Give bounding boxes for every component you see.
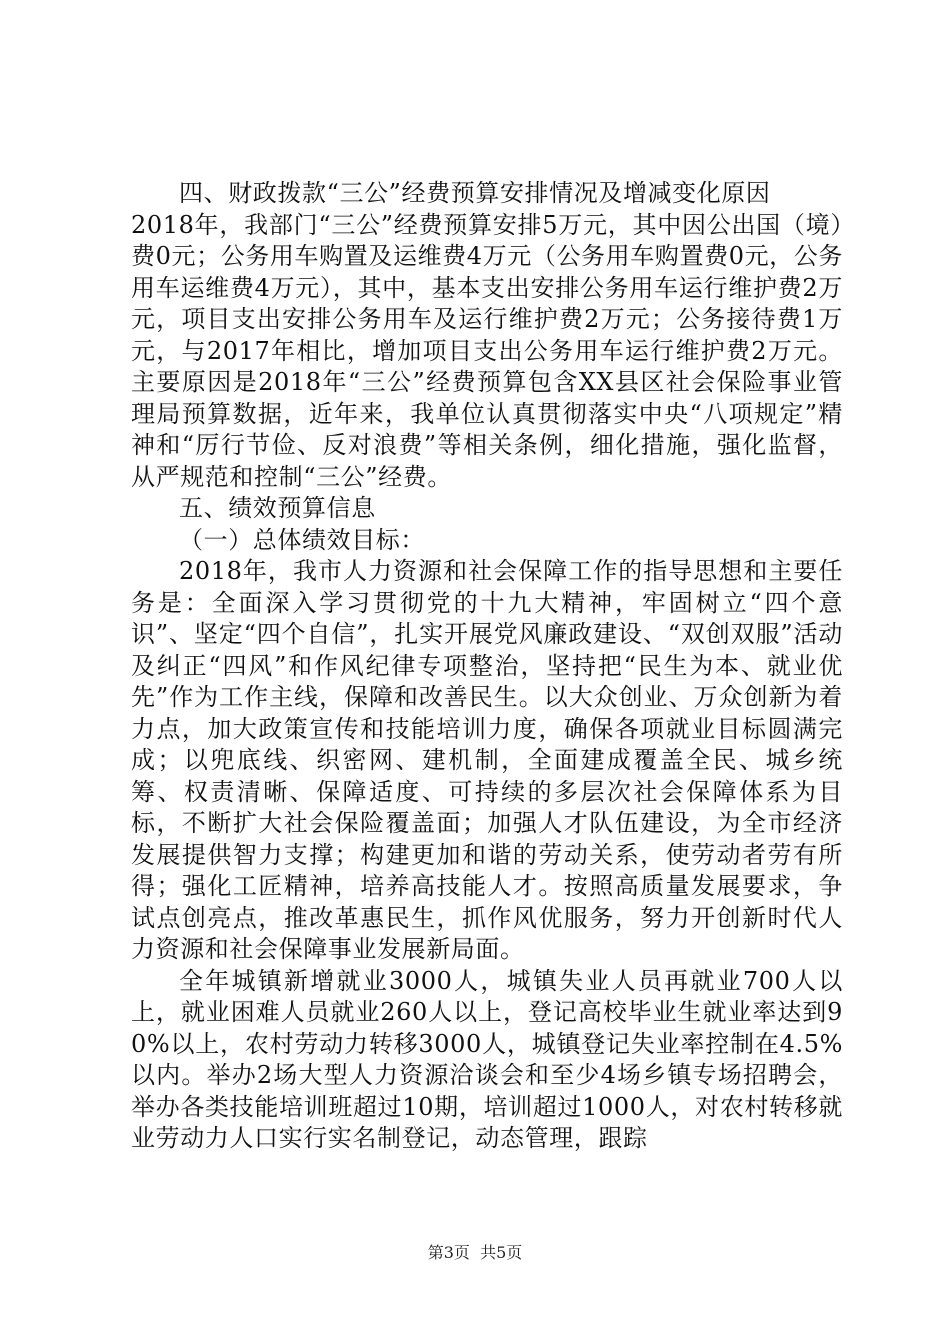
page-number: 第3页 bbox=[427, 1243, 470, 1262]
document-body bbox=[131, 178, 843, 1155]
section-four-paragraph: 2018年，我部门“三公”经费预算安排5万元，其中因公出国（境）费0元；公务用车购置及运维费4万元（公务用车购置费0元，公务用车运维费4万元），其中，基本支出安排公务用车运行维护费2万元，项目支出安排公务用车及运行维护费2万元；公务接待费1万元，与2017年相比，增加项目支出公务用车运行维护费2万元。主要原因是2018年“三公”经费预算包含XX县区社会保险事业管理局预算数据，近年来，我单位认真贯彻落实中央“八项规定”精神和“厉行节俭、反对浪费”等相关条例，细化措施，强化监督，从严规范和控制“三公”经费。 bbox=[131, 210, 843, 491]
subsection-one-heading: （一）总体绩效目标： bbox=[179, 525, 425, 554]
section-four-heading: 四、财政拨款“三公”经费预算安排情况及增减变化原因 bbox=[179, 179, 771, 207]
goals-paragraph: 2018年，我市人力资源和社会保障工作的指导思想和主要任务是：全面深入学习贯彻党的十九大精神，牢固树立“四个意识”、坚定“四个自信”，扎实开展党风廉政建设、“双创双服”活动及纠正“四风”和作风纪律专项整治，坚持把“民生为本、就业优先”作为工作主线，保障和改善民生。以大众创业、万众创新为着力点，加大政策宣传和技能培训力度，确保各项就业目标圆满完成；以兜底线、织密网、建机制，全面建成覆盖全民、城乡统筹、权责清晰、保障适度、可持续的多层次社会保障体系为目标，不断扩大社会保险覆盖面；加强人才队伍建设，为全市经济发展提供智力支撑；构建更加和谐的劳动关系，使劳动者劳有所得；强化工匠精神，培养高技能人才。按照高质量发展要求，争试点创亮点，推改革惠民生，抓作风优服务，努力开创新时代人力资源和社会保障事业发展新局面。 bbox=[131, 557, 843, 963]
section-five-heading: 五、绩效预算信息 bbox=[179, 494, 376, 522]
footer-separator bbox=[470, 1243, 480, 1262]
targets-paragraph: 全年城镇新增就业3000人，城镇失业人员再就业700人以上，就业困难人员就业260人以上，登记高校毕业生就业率达到90%以上，农村劳动力转移3000人，城镇登记失业率控制在4.5%以内。举办2场大型人力资源洽谈会和至少4场乡镇专场招聘会，举办各类技能培训班超过10期，培训超过1000人，对农村转移就业劳动力人口实行实名制登记，动态管理，跟踪 bbox=[131, 966, 843, 1152]
page-footer bbox=[0, 1243, 950, 1263]
total-pages: 共5页 bbox=[480, 1243, 523, 1262]
